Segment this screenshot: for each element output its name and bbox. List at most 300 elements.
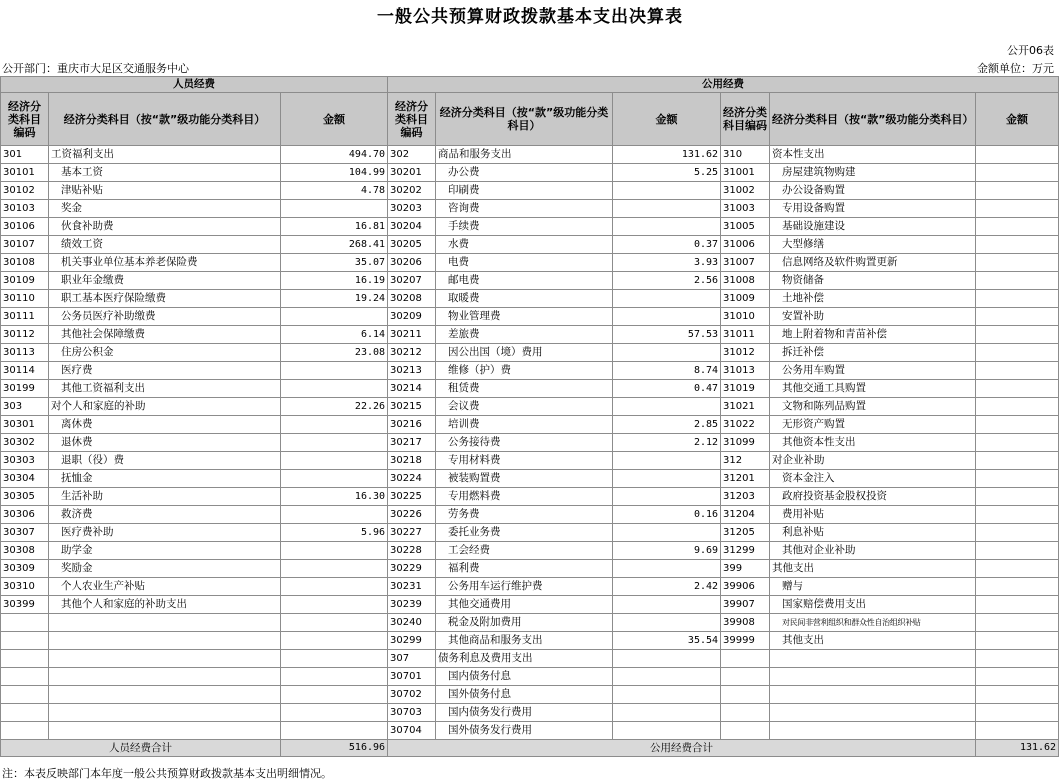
category-name-cell: 住房公积金 (49, 344, 281, 362)
economic-code-cell: 310 (721, 146, 770, 164)
table-code: 公开06表 (1007, 44, 1054, 57)
amount-cell (976, 164, 1059, 182)
category-name-cell: 政府投资基金股权投资 (770, 488, 976, 506)
amount-cell (976, 686, 1059, 704)
economic-code-cell: 30199 (1, 380, 49, 398)
amount-cell (976, 596, 1059, 614)
economic-code-cell: 30226 (388, 506, 436, 524)
table-row (1, 218, 1059, 236)
category-name-cell: 公务用车运行维护费 (436, 578, 613, 596)
category-name-cell: 物业管理费 (436, 308, 613, 326)
public-total-label: 公用经费合计 (388, 740, 976, 757)
amount-cell (976, 434, 1059, 452)
table-row (1, 326, 1059, 344)
category-name-cell: 被装购置费 (436, 470, 613, 488)
category-name-cell: 取暖费 (436, 290, 613, 308)
economic-code-cell: 399 (721, 560, 770, 578)
category-name-cell: 水费 (436, 236, 613, 254)
amount-cell (976, 254, 1059, 272)
category-name-cell: 其他商品和服务支出 (436, 632, 613, 650)
category-name-cell: 商品和服务支出 (436, 146, 613, 164)
category-name-cell: 信息网络及软件购置更新 (770, 254, 976, 272)
amount-cell: 35.07 (281, 254, 388, 272)
category-name-cell: 其他支出 (770, 632, 976, 650)
category-name-cell: 资本性支出 (770, 146, 976, 164)
amount-cell (281, 308, 388, 326)
economic-code-cell: 31001 (721, 164, 770, 182)
category-name-cell: 专用燃料费 (436, 488, 613, 506)
col-amount: 金额 (613, 93, 721, 146)
category-name-cell (49, 650, 281, 668)
department-label: 公开部门：重庆市大足区交通服务中心 (2, 62, 189, 75)
amount-cell (976, 182, 1059, 200)
unit-label: 金额单位：万元 (977, 62, 1054, 75)
amount-cell (613, 470, 721, 488)
category-name-cell: 国内债务发行费用 (436, 704, 613, 722)
category-name-cell: 国外债务发行费用 (436, 722, 613, 740)
economic-code-cell: 30703 (388, 704, 436, 722)
economic-code-cell: 30305 (1, 488, 49, 506)
amount-cell (281, 614, 388, 632)
amount-cell (976, 326, 1059, 344)
economic-code-cell: 31205 (721, 524, 770, 542)
economic-code-cell: 30303 (1, 452, 49, 470)
economic-code-cell: 30110 (1, 290, 49, 308)
amount-cell (613, 704, 721, 722)
economic-code-cell: 39908 (721, 614, 770, 632)
economic-code-cell: 39999 (721, 632, 770, 650)
amount-cell: 4.78 (281, 182, 388, 200)
category-name-cell: 电费 (436, 254, 613, 272)
table-row (1, 704, 1059, 722)
category-name-cell (770, 722, 976, 740)
economic-code-cell: 302 (388, 146, 436, 164)
amount-cell: 2.56 (613, 272, 721, 290)
economic-code-cell: 312 (721, 452, 770, 470)
category-name-cell: 职工基本医疗保险缴费 (49, 290, 281, 308)
amount-cell (976, 632, 1059, 650)
economic-code-cell: 31005 (721, 218, 770, 236)
economic-code-cell: 30225 (388, 488, 436, 506)
economic-code-cell: 31007 (721, 254, 770, 272)
economic-code-cell: 31013 (721, 362, 770, 380)
economic-code-cell: 30309 (1, 560, 49, 578)
amount-cell (976, 470, 1059, 488)
table-row (1, 182, 1059, 200)
economic-code-cell: 30103 (1, 200, 49, 218)
table-row (1, 650, 1059, 668)
public-total-amount: 131.62 (976, 740, 1059, 757)
table-row (1, 452, 1059, 470)
category-name-cell: 其他对企业补助 (770, 542, 976, 560)
economic-code-cell (1, 650, 49, 668)
amount-cell (976, 704, 1059, 722)
category-name-cell: 公务接待费 (436, 434, 613, 452)
category-name-cell: 机关事业单位基本养老保险费 (49, 254, 281, 272)
economic-code-cell: 31019 (721, 380, 770, 398)
amount-cell (613, 308, 721, 326)
economic-code-cell: 30215 (388, 398, 436, 416)
economic-code-cell: 30228 (388, 542, 436, 560)
economic-code-cell: 30204 (388, 218, 436, 236)
category-name-cell: 国内债务付息 (436, 668, 613, 686)
category-name-cell: 其他交通工具购置 (770, 380, 976, 398)
economic-code-cell (1, 614, 49, 632)
amount-cell (613, 290, 721, 308)
economic-code-cell: 30310 (1, 578, 49, 596)
economic-code-cell: 30399 (1, 596, 49, 614)
category-name-cell: 其他资本性支出 (770, 434, 976, 452)
economic-code-cell: 30704 (388, 722, 436, 740)
category-name-cell: 文物和陈列品购置 (770, 398, 976, 416)
amount-cell: 0.37 (613, 236, 721, 254)
amount-cell (976, 200, 1059, 218)
category-name-cell: 印刷费 (436, 182, 613, 200)
col-code: 经济分类科目编码 (388, 93, 436, 146)
economic-code-cell (721, 722, 770, 740)
economic-code-cell: 31021 (721, 398, 770, 416)
economic-code-cell: 30301 (1, 416, 49, 434)
table-row (1, 308, 1059, 326)
economic-code-cell: 30113 (1, 344, 49, 362)
amount-cell (976, 398, 1059, 416)
category-name-cell: 国外债务付息 (436, 686, 613, 704)
economic-code-cell: 30101 (1, 164, 49, 182)
amount-cell: 0.47 (613, 380, 721, 398)
amount-cell: 131.62 (613, 146, 721, 164)
category-name-cell: 培训费 (436, 416, 613, 434)
category-name-cell: 税金及附加费用 (436, 614, 613, 632)
economic-code-cell (721, 686, 770, 704)
category-name-cell: 离休费 (49, 416, 281, 434)
category-name-cell: 利息补贴 (770, 524, 976, 542)
category-name-cell: 会议费 (436, 398, 613, 416)
category-name-cell: 退职（役）费 (49, 452, 281, 470)
economic-code-cell: 31012 (721, 344, 770, 362)
economic-code-cell: 30108 (1, 254, 49, 272)
amount-cell (613, 524, 721, 542)
economic-code-cell (1, 686, 49, 704)
economic-code-cell: 30217 (388, 434, 436, 452)
category-name-cell (770, 650, 976, 668)
amount-cell (976, 362, 1059, 380)
economic-code-cell: 30227 (388, 524, 436, 542)
economic-code-cell: 30203 (388, 200, 436, 218)
amount-cell (976, 650, 1059, 668)
economic-code-cell: 30107 (1, 236, 49, 254)
amount-cell (613, 686, 721, 704)
category-name-cell (49, 632, 281, 650)
economic-code-cell: 30208 (388, 290, 436, 308)
economic-code-cell: 30112 (1, 326, 49, 344)
category-name-cell: 咨询费 (436, 200, 613, 218)
economic-code-cell: 30102 (1, 182, 49, 200)
category-name-cell: 其他支出 (770, 560, 976, 578)
economic-code-cell: 30299 (388, 632, 436, 650)
category-name-cell: 公务用车购置 (770, 362, 976, 380)
economic-code-cell: 31002 (721, 182, 770, 200)
economic-code-cell: 31204 (721, 506, 770, 524)
section-personnel: 人员经费 (1, 77, 388, 93)
amount-cell: 8.74 (613, 362, 721, 380)
amount-cell (281, 470, 388, 488)
economic-code-cell: 30304 (1, 470, 49, 488)
category-name-cell: 因公出国（境）费用 (436, 344, 613, 362)
economic-code-cell: 30231 (388, 578, 436, 596)
category-name-cell: 其他个人和家庭的补助支出 (49, 596, 281, 614)
amount-cell (281, 722, 388, 740)
table-row (1, 146, 1059, 164)
amount-cell: 0.16 (613, 506, 721, 524)
amount-cell (976, 542, 1059, 560)
category-name-cell: 资本金注入 (770, 470, 976, 488)
category-name-cell: 医疗费补助 (49, 524, 281, 542)
economic-code-cell: 30239 (388, 596, 436, 614)
economic-code-cell: 30111 (1, 308, 49, 326)
category-name-cell: 救济费 (49, 506, 281, 524)
amount-cell: 35.54 (613, 632, 721, 650)
amount-cell: 22.26 (281, 398, 388, 416)
table-row (1, 542, 1059, 560)
amount-cell (613, 344, 721, 362)
amount-cell (281, 542, 388, 560)
category-name-cell: 土地补偿 (770, 290, 976, 308)
category-name-cell (770, 686, 976, 704)
category-name-cell: 工资福利支出 (49, 146, 281, 164)
economic-code-cell: 30218 (388, 452, 436, 470)
economic-code-cell: 31010 (721, 308, 770, 326)
category-name-cell: 工会经费 (436, 542, 613, 560)
table-row (1, 380, 1059, 398)
category-name-cell: 拆迁补偿 (770, 344, 976, 362)
economic-code-cell: 30106 (1, 218, 49, 236)
category-name-cell: 国家赔偿费用支出 (770, 596, 976, 614)
amount-cell (613, 596, 721, 614)
category-name-cell: 其他工资福利支出 (49, 380, 281, 398)
amount-cell (976, 146, 1059, 164)
category-name-cell (49, 668, 281, 686)
economic-code-cell: 30302 (1, 434, 49, 452)
economic-code-cell: 30224 (388, 470, 436, 488)
category-name-cell: 安置补助 (770, 308, 976, 326)
economic-code-cell: 30229 (388, 560, 436, 578)
category-name-cell: 租赁费 (436, 380, 613, 398)
amount-cell: 5.96 (281, 524, 388, 542)
category-name-cell: 对企业补助 (770, 452, 976, 470)
economic-code-cell: 31011 (721, 326, 770, 344)
category-name-cell: 费用补贴 (770, 506, 976, 524)
col-code: 经济分类科目编码 (721, 93, 770, 146)
table-row (1, 470, 1059, 488)
category-name-cell: 委托业务费 (436, 524, 613, 542)
category-name-cell: 办公费 (436, 164, 613, 182)
amount-cell (281, 632, 388, 650)
amount-cell (613, 218, 721, 236)
table-row (1, 272, 1059, 290)
category-name-cell: 奖励金 (49, 560, 281, 578)
category-name-cell: 物资储备 (770, 272, 976, 290)
amount-cell (281, 668, 388, 686)
table-row (1, 200, 1059, 218)
table-row (1, 578, 1059, 596)
amount-cell: 16.30 (281, 488, 388, 506)
amount-cell (613, 614, 721, 632)
amount-cell: 2.42 (613, 578, 721, 596)
economic-code-cell: 30209 (388, 308, 436, 326)
economic-code-cell (721, 650, 770, 668)
category-name-cell: 生活补助 (49, 488, 281, 506)
category-name-cell: 其他社会保障缴费 (49, 326, 281, 344)
amount-cell: 494.70 (281, 146, 388, 164)
amount-cell: 3.93 (613, 254, 721, 272)
amount-cell: 9.69 (613, 542, 721, 560)
table-row (1, 434, 1059, 452)
amount-cell (281, 560, 388, 578)
category-name-cell: 退休费 (49, 434, 281, 452)
amount-cell (281, 452, 388, 470)
amount-cell (976, 614, 1059, 632)
economic-code-cell (1, 632, 49, 650)
economic-code-cell: 30212 (388, 344, 436, 362)
amount-cell (281, 578, 388, 596)
economic-code-cell: 30206 (388, 254, 436, 272)
table-row (1, 290, 1059, 308)
amount-cell (976, 668, 1059, 686)
amount-cell (281, 416, 388, 434)
amount-cell (281, 200, 388, 218)
amount-cell: 16.19 (281, 272, 388, 290)
economic-code-cell: 30213 (388, 362, 436, 380)
economic-code-cell: 31008 (721, 272, 770, 290)
economic-code-cell: 303 (1, 398, 49, 416)
category-name-cell: 地上附着物和青苗补偿 (770, 326, 976, 344)
amount-cell (613, 650, 721, 668)
economic-code-cell: 31201 (721, 470, 770, 488)
economic-code-cell (1, 722, 49, 740)
amount-cell (976, 488, 1059, 506)
economic-code-cell: 30701 (388, 668, 436, 686)
amount-cell (281, 650, 388, 668)
table-row (1, 560, 1059, 578)
amount-cell (976, 218, 1059, 236)
amount-cell (976, 290, 1059, 308)
economic-code-cell: 39906 (721, 578, 770, 596)
category-name-cell: 绩效工资 (49, 236, 281, 254)
economic-code-cell: 30308 (1, 542, 49, 560)
col-name: 经济分类科目（按“款”级功能分类科目） (770, 93, 976, 146)
totals-row (1, 740, 1059, 757)
economic-code-cell: 30702 (388, 686, 436, 704)
category-name-cell: 福利费 (436, 560, 613, 578)
economic-code-cell (1, 668, 49, 686)
col-name: 经济分类科目（按“款”级功能分类科目） (49, 93, 281, 146)
table-row (1, 506, 1059, 524)
category-name-cell: 基本工资 (49, 164, 281, 182)
category-name-cell: 差旅费 (436, 326, 613, 344)
amount-cell (976, 416, 1059, 434)
amount-cell: 57.53 (613, 326, 721, 344)
amount-cell: 19.24 (281, 290, 388, 308)
economic-code-cell: 31003 (721, 200, 770, 218)
amount-cell (976, 506, 1059, 524)
amount-cell (281, 686, 388, 704)
amount-cell: 16.81 (281, 218, 388, 236)
amount-cell (613, 668, 721, 686)
category-name-cell: 个人农业生产补贴 (49, 578, 281, 596)
table-row (1, 614, 1059, 632)
amount-cell (281, 362, 388, 380)
category-name-cell (49, 704, 281, 722)
amount-cell: 268.41 (281, 236, 388, 254)
amount-cell (613, 722, 721, 740)
personnel-total-amount: 516.96 (281, 740, 388, 757)
category-name-cell: 维修（护）费 (436, 362, 613, 380)
category-name-cell (49, 686, 281, 704)
amount-cell: 2.12 (613, 434, 721, 452)
amount-cell (281, 704, 388, 722)
amount-cell (976, 380, 1059, 398)
table-row (1, 236, 1059, 254)
economic-code-cell: 307 (388, 650, 436, 668)
category-name-cell: 抚恤金 (49, 470, 281, 488)
table-row (1, 344, 1059, 362)
amount-cell (976, 308, 1059, 326)
personnel-total-label: 人员经费合计 (1, 740, 281, 757)
category-name-cell: 职业年金缴费 (49, 272, 281, 290)
economic-code-cell: 30207 (388, 272, 436, 290)
table-row (1, 524, 1059, 542)
category-name-cell (770, 704, 976, 722)
amount-cell (976, 452, 1059, 470)
amount-cell (976, 272, 1059, 290)
economic-code-cell: 30205 (388, 236, 436, 254)
economic-code-cell: 30240 (388, 614, 436, 632)
table-row (1, 686, 1059, 704)
report-title: 一般公共预算财政拨款基本支出决算表 (377, 7, 683, 27)
economic-code-cell: 30109 (1, 272, 49, 290)
amount-cell (976, 578, 1059, 596)
category-name-cell: 专用材料费 (436, 452, 613, 470)
amount-cell: 6.14 (281, 326, 388, 344)
category-name-cell (49, 722, 281, 740)
table-row (1, 254, 1059, 272)
category-name-cell: 债务利息及费用支出 (436, 650, 613, 668)
category-name-cell: 劳务费 (436, 506, 613, 524)
amount-cell (613, 182, 721, 200)
section-public: 公用经费 (388, 77, 1059, 93)
category-name-cell: 专用设备购置 (770, 200, 976, 218)
economic-code-cell: 31099 (721, 434, 770, 452)
amount-cell: 2.85 (613, 416, 721, 434)
amount-cell (976, 560, 1059, 578)
economic-code-cell: 31022 (721, 416, 770, 434)
economic-code-cell (1, 704, 49, 722)
amount-cell (281, 434, 388, 452)
category-name-cell: 办公设备购置 (770, 182, 976, 200)
amount-cell (281, 380, 388, 398)
amount-cell (281, 506, 388, 524)
table-row (1, 488, 1059, 506)
category-name-cell: 医疗费 (49, 362, 281, 380)
category-name-cell: 其他交通费用 (436, 596, 613, 614)
economic-code-cell: 30216 (388, 416, 436, 434)
category-name-cell (49, 614, 281, 632)
economic-code-cell: 30307 (1, 524, 49, 542)
category-name-cell: 手续费 (436, 218, 613, 236)
col-code: 经济分类科目编码 (1, 93, 49, 146)
economic-code-cell: 30202 (388, 182, 436, 200)
category-name-cell: 对个人和家庭的补助 (49, 398, 281, 416)
